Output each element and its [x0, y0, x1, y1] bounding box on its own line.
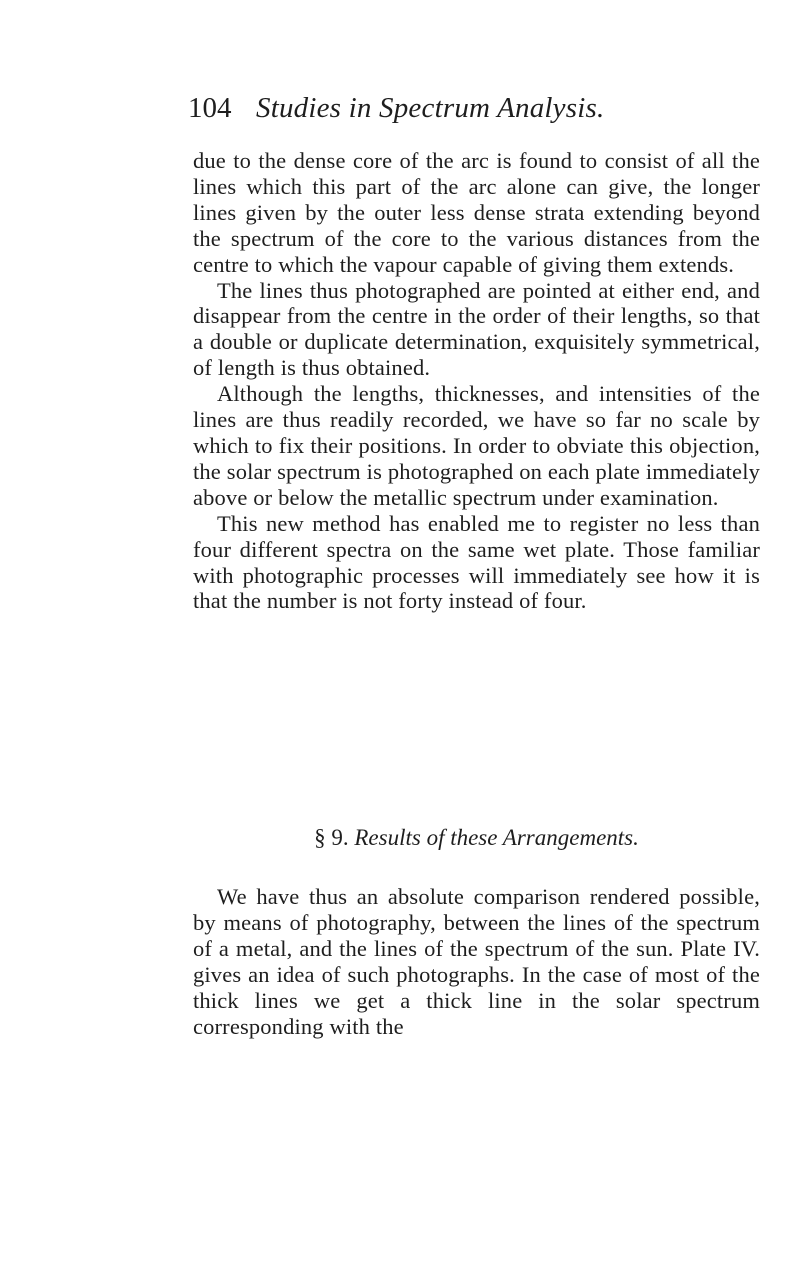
page-number: 104: [188, 92, 232, 124]
paragraph: The lines thus photographed are pointed at either end, and disappear from the centre in the order of their lengths, so that a double or duplicate determination, exquisitely symmetrical, of length is thus obtained.: [193, 277, 760, 381]
paragraph: Although the lengths, thicknesses, and intensities of the lines are thus readily recorded, we have so far no scale by which to fix their positions. In order to obviate this objection, the solar spectrum is photographed on each plate immediately above or below the metallic spectrum under examination.: [193, 381, 760, 510]
paragraph: due to the dense core of the arc is found to consist of all the lines which this part of the arc alone can give, the longer lines given by the outer less dense strata extending beyond the spectrum of the core to the various distances from the centre to which the vapour capable of giving them extends.: [193, 148, 760, 277]
body-text: [193, 148, 760, 614]
section-mark: § 9.: [314, 825, 349, 850]
paragraph: We have thus an absolute comparison rendered possible, by means of photography, between the lines of the spectrum of a metal, and the lines of the spectrum of the sun. Plate IV. gives an idea of such photographs. In the case of most of the thick lines we get a thick line in the solar spectrum corresponding with the: [193, 884, 760, 1039]
running-head: [188, 88, 748, 128]
running-title: Studies in Spectrum Analysis.: [256, 92, 605, 124]
section-body-text: [193, 884, 760, 1039]
section-title: Results of these Arrangements.: [354, 825, 639, 850]
section-heading: [193, 823, 760, 853]
paragraph: This new method has enabled me to register no less than four different spectra on the same wet plate. Those familiar with photographic processes will immediately see how it is that the number is not forty instead of four.: [193, 510, 760, 614]
